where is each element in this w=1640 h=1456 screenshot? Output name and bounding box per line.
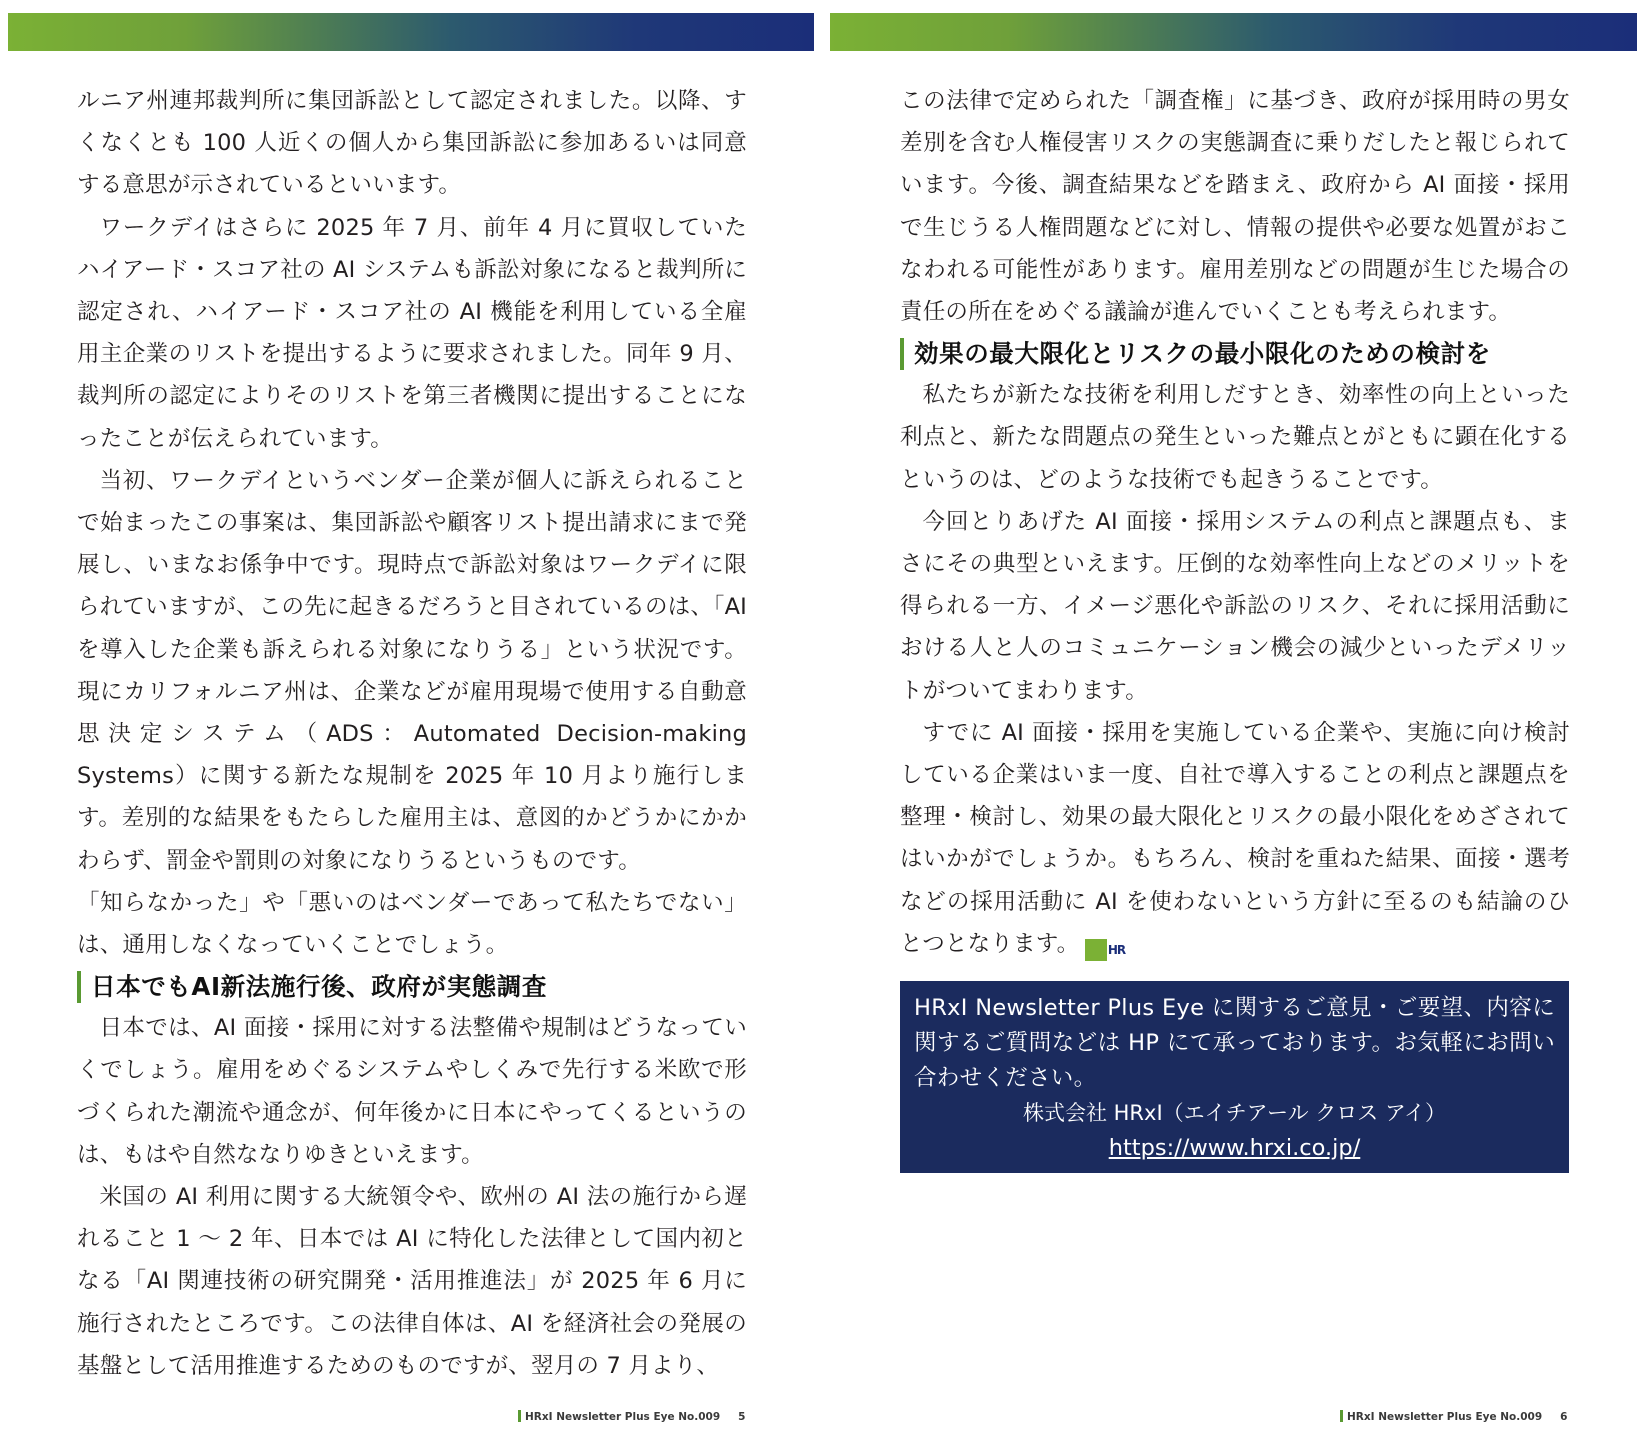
paragraph: ルニア州連邦裁判所に集団訴訟として認定されました。以降、すくなくとも 100 人近くの個人から集団訴訟に参加あるいは同意する意思が示されているといいます。 <box>77 88 747 199</box>
left-text-column <box>77 80 747 1387</box>
paragraph-text: すでに AI 面接・採用を実施している企業や、実施に向け検討している企業はいま一度、自社で導入することの利点と課題点を整理・検討し、効果の最大限化とリスクの最小限化をめざされてはいかがでしょうか。もちろん、検討を重ねた結果、面接・選考などの採用活動に AI を使わないという方針に至るのも結論のひとつとなります。 <box>900 719 1570 957</box>
contact-text: HRxI Newsletter Plus Eye に関するご意見・ご要望、内容に関するご質問などは HP にて承っております。お気軽にお問い合わせください。 <box>914 995 1555 1091</box>
header-gradient-bar <box>830 13 1637 51</box>
paragraph: 私たちが新たな技術を利用しだすとき、効率性の向上といった利点と、新たな問題点の発生といった難点とがともに顕在化するというのは、どのような技術でも起きうることです。 <box>900 382 1570 493</box>
footer-mark <box>518 1410 521 1422</box>
paragraph: この法律で定められた「調査権」に基づき、政府が採用時の男女差別を含む人権侵害リスクの実態調査に乗りだしたと報じられています。今後、調査結果などを踏まえ、政府から AI 面接・採用で生じうる人権問題などに対し、情報の提供や必要な処置がおこなわれる可能性があります。雇用差別などの問題が生じた場合の責任の所在をめぐる議論が進んでいくことも考えられます。 <box>900 88 1570 326</box>
page-footer <box>1340 1410 1567 1424</box>
paragraph: 今回とりあげた AI 面接・採用システムの利点と課題点も、まさにその典型といえます。圧倒的な効率性向上などのメリットを得られる一方、イメージ悪化や訴訟のリスク、それに採用活動における人と人のコミュニケーション機会の減少といったデメリットがついてまわります。 <box>900 508 1570 704</box>
paragraph: 当初、ワークデイというベンダー企業が個人に訴えられることで始まったこの事案は、集団訴訟や顧客リスト提出請求にまで発展し、いまなお係争中です。現時点で訴訟対象はワークデイに限られていますが、この先に起きるだろうと目されているのは、「AI を導入した企業も訴えられる対象になりうる」という状況です。現にカリフォルニア州は、企業などが雇用現場で使用する自動意思決定システム（ADS：Automated Decision-making Systems）に関する新たな規制を 2025 年 10 月より施行します。差別的な結果をもたらした雇用主は、意図的かどうかにかかわらず、罰金や罰則の対象になりうるというものです。 <box>77 467 747 874</box>
footer-title: HRxI Newsletter Plus Eye No.009 <box>1347 1411 1543 1423</box>
header-gradient-bar <box>8 13 814 51</box>
page-number: 5 <box>738 1411 746 1423</box>
paragraph: 米国の AI 利用に関する大統領令や、欧州の AI 法の施行から遅れること 1 ～ 2 年、日本では AI に特化した法律として国内初となる「AI 関連技術の研究開発・活用推進法」が 2025 年 6 月に施行されたところです。この法律自体は、AI を経済社会の発展の基盤として活用推進するためのものですが、翌月の 7 月より、 <box>77 1184 747 1379</box>
page-right <box>820 0 1640 1456</box>
company-name: 株式会社 HRxI（エイチアール クロス アイ） <box>1022 1101 1447 1125</box>
page-number: 6 <box>1560 1411 1568 1423</box>
footer-title: HRxI Newsletter Plus Eye No.009 <box>525 1411 721 1423</box>
section-heading: 効果の最大限化とリスクの最小限化のための検討を <box>900 334 1570 374</box>
section-heading: 日本でもAI新法施行後、政府が実態調査 <box>77 967 747 1007</box>
paragraph: ワークデイはさらに 2025 年 7 月、前年 4 月に買収していたハイアード・スコア社の AI システムも訴訟対象になると裁判所に認定され、ハイアード・スコア社の AI 機能を利用している全雇用主企業のリストを提出するように要求されました。同年 9 月、裁判所の認定によりそのリストを第三者機関に提出することになったことが伝えられています。 <box>77 214 747 452</box>
footer-mark <box>1340 1410 1343 1422</box>
page-footer <box>518 1410 745 1424</box>
website-link[interactable]: https://www.hrxi.co.jp/ <box>1108 1135 1361 1161</box>
paragraph: 日本では、AI 面接・採用に対する法整備や規制はどうなっていくでしょう。雇用をめぐるシステムやしくみで先行する米欧で形づくられた潮流や通念が、何年後かに日本にやってくるというのは、もはや自然ななりゆきといえます。 <box>77 1015 747 1168</box>
hr-logo-icon: HR <box>1085 939 1107 961</box>
right-text-column <box>900 80 1570 965</box>
contact-info-box <box>900 981 1569 1173</box>
paragraph: 「知らなかった」や「悪いのはベンダーであって私たちでない」は、通用しなくなっていくことでしょう。 <box>77 889 747 959</box>
paragraph-with-end-mark <box>900 712 1570 965</box>
